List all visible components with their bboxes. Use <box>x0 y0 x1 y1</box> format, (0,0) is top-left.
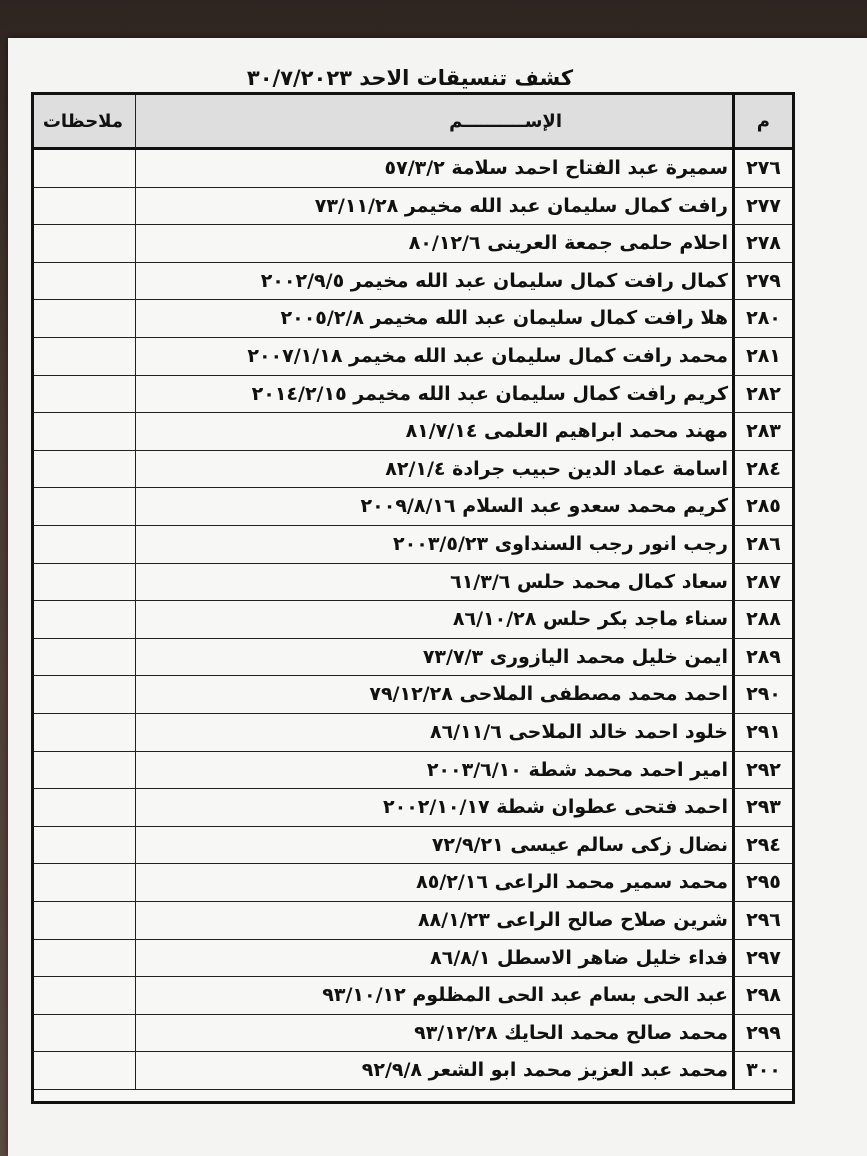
row-number: ٢٨٣ <box>732 413 792 450</box>
row-name: احمد محمد مصطفى الملاحى ٧٩/١٢/٢٨ <box>369 683 728 706</box>
row-notes <box>34 451 136 488</box>
row-number: ٢٩٩ <box>732 1015 792 1052</box>
row-name: محمد عبد العزيز محمد ابو الشعر ٩٢/٩/٨ <box>361 1059 728 1082</box>
row-notes <box>34 752 136 789</box>
table-row <box>34 864 792 902</box>
table-row <box>34 1052 792 1090</box>
row-number: ٢٩٨ <box>732 977 792 1014</box>
row-name: ايمن خليل محمد اليازورى ٧٣/٧/٣ <box>422 645 728 668</box>
table-row <box>34 601 792 639</box>
table-row <box>34 413 792 451</box>
row-notes <box>34 488 136 525</box>
table-row <box>34 150 792 188</box>
table-row <box>34 451 792 489</box>
table-row <box>34 488 792 526</box>
row-notes <box>34 676 136 713</box>
row-number: ٢٩٤ <box>732 827 792 864</box>
table-row <box>34 902 792 940</box>
document-title: كشف تنسيقات الاحد ٣٠/٧/٢٠٢٣ <box>246 66 574 90</box>
row-notes <box>34 526 136 563</box>
row-number: ٢٧٦ <box>732 150 792 187</box>
table-row <box>34 376 792 414</box>
row-number: ٢٩٦ <box>732 902 792 939</box>
row-name: احلام حلمى جمعة العرينى ٨٠/١٢/٦ <box>408 232 728 255</box>
table-row <box>34 789 792 827</box>
names-table <box>31 92 795 1104</box>
row-number: ٢٨٠ <box>732 300 792 337</box>
table-row <box>34 977 792 1015</box>
row-name: كريم محمد سعدو عبد السلام ٢٠٠٩/٨/١٦ <box>360 495 728 518</box>
header-notes: ملاحظات <box>42 111 123 132</box>
row-notes <box>34 601 136 638</box>
header-name: الإســــــــــم <box>449 111 562 132</box>
row-number: ٢٧٧ <box>732 188 792 225</box>
table-row <box>34 338 792 376</box>
row-notes <box>34 902 136 939</box>
row-name: محمد صالح محمد الحايك ٩٣/١٢/٢٨ <box>414 1021 728 1044</box>
table-row <box>34 1015 792 1053</box>
row-notes <box>34 789 136 826</box>
row-notes <box>34 300 136 337</box>
row-notes <box>34 263 136 300</box>
row-notes <box>34 864 136 901</box>
row-notes <box>34 413 136 450</box>
row-name: فداء خليل ضاهر الاسطل ٨٦/٨/١ <box>430 946 728 969</box>
row-notes <box>34 225 136 262</box>
row-number: ٢٧٩ <box>732 263 792 300</box>
row-number: ٢٨٩ <box>732 639 792 676</box>
row-notes <box>34 188 136 225</box>
row-name: شرين صلاح صالح الراعى ٨٨/١/٢٣ <box>417 909 728 931</box>
row-number: ٢٩٥ <box>732 864 792 901</box>
row-number: ٢٨٧ <box>732 564 792 601</box>
table-row <box>34 263 792 301</box>
row-number: ٢٩٣ <box>732 789 792 826</box>
row-number: ٢٧٨ <box>732 225 792 262</box>
row-number: ٢٨٨ <box>732 601 792 638</box>
table-row <box>34 564 792 602</box>
row-name: خلود احمد خالد الملاحى ٨٦/١١/٦ <box>429 721 728 743</box>
table-row <box>34 225 792 263</box>
row-name: رجب انور رجب السنداوى ٢٠٠٣/٥/٢٣ <box>393 533 728 555</box>
row-name: مهند محمد ابراهيم العلمى ٨١/٧/١٤ <box>405 420 728 443</box>
row-notes <box>34 977 136 1014</box>
row-notes <box>34 1052 136 1089</box>
row-notes <box>34 376 136 413</box>
row-notes <box>34 150 136 187</box>
row-name: سعاد كمال محمد حلس ٦١/٣/٦ <box>450 570 728 593</box>
row-name: كريم رافت كمال سليمان عبد الله مخيمر ٢٠١٤/٢/١٥ <box>251 382 728 405</box>
row-name: محمد رافت كمال سليمان عبد الله مخيمر ٢٠٠٧/١/١٨ <box>247 345 728 367</box>
row-name: اسامة عماد الدين حبيب جرادة ٨٢/١/٤ <box>385 457 728 480</box>
row-number: ٢٩٢ <box>732 752 792 789</box>
row-notes <box>34 564 136 601</box>
table-row <box>34 676 792 714</box>
row-name: كمال رافت كمال سليمان عبد الله مخيمر ٢٠٠٢/٩/٥ <box>260 269 728 292</box>
table-row <box>34 752 792 790</box>
header-num-cell <box>732 95 792 150</box>
row-number: ٣٠٠ <box>732 1052 792 1089</box>
row-notes <box>34 714 136 751</box>
row-number: ٢٨٢ <box>732 376 792 413</box>
table-row <box>34 827 792 865</box>
table-row <box>34 714 792 752</box>
row-number: ٢٨٥ <box>732 488 792 525</box>
row-notes <box>34 1015 136 1052</box>
header-num: م <box>756 111 770 132</box>
row-name: امير احمد محمد شطة ٢٠٠٣/٦/١٠ <box>426 758 728 781</box>
row-name: سميرة عبد الفتاح احمد سلامة ٥٧/٣/٢ <box>384 157 728 179</box>
row-name: نضال زكى سالم عيسى ٧٢/٩/٢١ <box>431 833 728 856</box>
table-row <box>34 639 792 677</box>
row-name: احمد فتحى عطوان شطة ٢٠٠٢/١٠/١٧ <box>383 796 728 819</box>
header-notes-cell <box>34 95 136 150</box>
row-notes <box>34 338 136 375</box>
row-number: ٢٨٦ <box>732 526 792 563</box>
row-notes <box>34 639 136 676</box>
table-row <box>34 940 792 978</box>
row-number: ٢٩١ <box>732 714 792 751</box>
row-number: ٢٩٧ <box>732 940 792 977</box>
row-name: محمد سمير محمد الراعى ٨٥/٢/١٦ <box>416 871 728 894</box>
table-row <box>34 300 792 338</box>
table-row <box>34 526 792 564</box>
table-row <box>34 188 792 226</box>
row-number: ٢٨٤ <box>732 451 792 488</box>
row-notes <box>34 940 136 977</box>
row-name: سناء ماجد بكر حلس ٨٦/١٠/٢٨ <box>452 608 728 631</box>
row-name: هلا رافت كمال سليمان عبد الله مخيمر ٢٠٠٥/٢/٨ <box>280 307 728 330</box>
row-number: ٢٨١ <box>732 338 792 375</box>
header-name-cell <box>136 95 732 150</box>
row-notes <box>34 827 136 864</box>
row-name: رافت كمال سليمان عبد الله مخيمر ٧٣/١١/٢٨ <box>314 194 728 217</box>
row-name: عبد الحى بسام عبد الحى المظلوم ٩٣/١٠/١٢ <box>322 984 728 1007</box>
row-number: ٢٩٠ <box>732 676 792 713</box>
